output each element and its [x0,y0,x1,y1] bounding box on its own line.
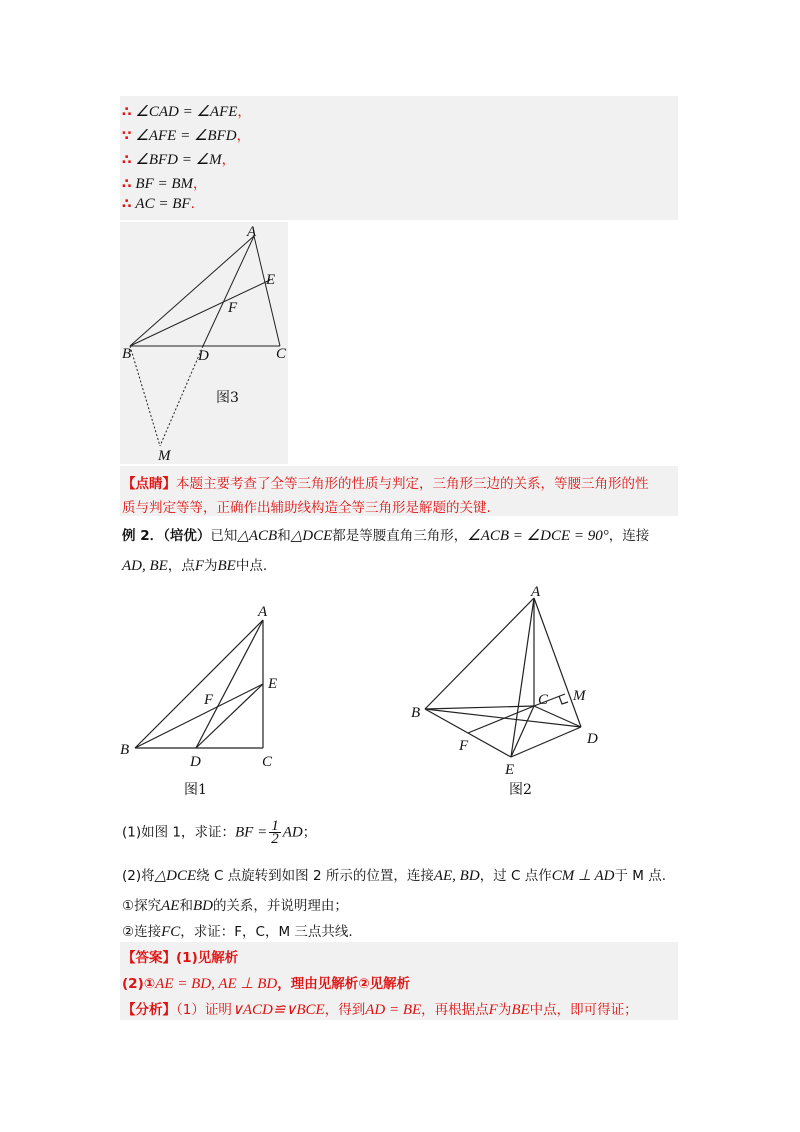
example-text-d: ，连接 [608,528,650,544]
q2-prefix: (2)将 [122,868,155,884]
q1-prefix: (1)如图 1，求证： [122,824,236,841]
fig2-label-d: D [587,731,598,747]
analysis-t3: ，再根据点 [421,1002,489,1018]
proof-symbol: ∵ [122,128,132,144]
analysis-t2: ，得到 [324,1002,366,1018]
analysis-tag: 【分析】 [122,1002,176,1018]
proof-punctuation: . [190,196,195,212]
fig2-label-c: C [538,692,549,708]
figure-2 [405,578,615,802]
fig3-label-e: E [266,272,276,288]
fig2-label-b: B [411,705,421,721]
example-tri1: △ACB [237,528,278,544]
q2-mid3: 于 M 点. [614,868,667,884]
fig3-label-c: C [276,346,287,362]
analysis-cong: ∨ACD≌∨BCE [231,1002,325,1018]
analysis-eq: AD = BE [365,1002,422,1018]
fig3-label-f: F [228,300,238,316]
comment-line-1 [122,472,649,492]
proof-expression: AC = BF [135,196,191,212]
q2-segs: AE, BD [433,868,480,884]
fig1-label-f: F [204,692,214,708]
fig3-label-d: D [198,348,209,364]
example-tri2: △DCE [290,528,333,544]
fig2-label-e: E [505,762,515,778]
answer-line-2 [122,972,410,993]
q1-frac-den: 2 [271,831,279,847]
example-seg-be: BE [217,558,236,574]
proof-line [122,172,207,193]
proof-symbol: ∴ [122,196,132,212]
fig1-label-b: B [120,742,130,758]
q21-bd: BD [192,898,213,914]
example-text-a: 已知 [210,528,238,544]
proof-line [122,148,235,169]
proof-symbol: ∴ [122,176,132,192]
q21-prefix: ①探究 [122,898,162,914]
q21-end: 的关系，并说明理由； [212,898,348,914]
comment-line-2 [122,496,491,516]
proof-punctuation: ， [236,128,251,144]
analysis-t4: 为 [497,1002,512,1018]
analysis-be: BE [511,1002,530,1018]
q1-frac-num: 1 [271,818,279,834]
proof-expression: BF = BM [135,176,194,192]
example-point-f: F [194,558,204,574]
q1-rhs: AD [282,824,303,841]
fig1-label-c: C [262,754,273,770]
example-label: 例 2．（培优） [122,528,211,544]
proof-expression: ∠BFD = ∠M [135,152,222,168]
answer-a2-expr: AE = BD, AE ⊥ BD [155,976,278,992]
example-text-c: 都是等腰直角三角形， [332,528,468,544]
proof-line [122,100,251,121]
example-segs: AD, BE [122,558,168,574]
question-2-1 [122,894,348,915]
fig2-label-a: A [531,584,541,600]
proof-punctuation: ， [193,176,207,192]
answer-a2-rest: ，理由见解析②见解析 [277,976,411,992]
example-angle-eq: ∠ACB = ∠DCE = 90° [467,528,609,544]
answer-a1: (1)见解析 [176,950,239,966]
example-line-1 [122,524,649,545]
fig3-label-b: B [122,346,132,362]
q1-fraction [269,820,281,845]
fig2-label-f: F [459,738,469,754]
comment-text-1: 本题主要考查了全等三角形的性质与判定，三角形三边的关系，等腰三角形的性 [176,476,649,492]
analysis-t1: （1）证明 [176,1002,232,1018]
q1-lhs: BF = [235,824,268,841]
fig2-label-m: M [573,688,586,704]
fig3-label-m: M [158,448,171,464]
analysis-t5: 中点，即可得证； [529,1002,638,1018]
q21-mid: 和 [179,898,193,914]
q22-text: ②连接 [122,924,162,940]
fig1-label-a: A [258,604,268,620]
analysis-line [122,998,638,1019]
q2-tri: △DCE [154,868,197,884]
proof-line [122,124,250,145]
example-text-e: ，点 [167,558,195,574]
proof-punctuation: ， [221,152,236,168]
q2-mid1: 绕 C 点旋转到如图 2 所示的位置，连接 [196,868,434,884]
example-text-f: 为 [204,558,218,574]
example-text-g: 中点. [235,558,268,574]
question-2-2 [122,920,353,941]
fig1-label-d: D [190,754,201,770]
proof-expression: ∠CAD = ∠AFE [135,104,238,120]
q21-ae: AE [161,898,180,914]
proof-line [122,196,195,213]
answer-line-1 [122,946,238,966]
q22-fc: FC [161,924,181,940]
fig2-caption: 图2 [509,782,532,798]
question-2 [122,864,666,885]
question-1 [122,820,316,845]
answer-a2-prefix: (2)① [122,976,156,992]
proof-symbol: ∴ [122,152,132,168]
fig1-label-e: E [268,676,278,692]
analysis-f: F [488,1002,498,1018]
example-line-2 [122,554,267,575]
comment-tag: 【点睛】 [122,476,176,492]
proof-symbol: ∴ [122,104,132,120]
example-text-b: 和 [277,528,291,544]
q22-rest: ，求证：F，C，M 三点共线. [180,924,353,940]
comment-text-2: 质与判定等等，正确作出辅助线构造全等三角形是解题的关键. [122,500,491,516]
q2-mid2: ，过 C 点作 [479,868,552,884]
answer-tag: 【答案】 [122,950,176,966]
proof-punctuation: ， [237,104,251,120]
q2-perp: CM ⊥ AD [551,868,615,884]
fig3-caption: 图3 [216,390,239,406]
q1-end: ； [302,824,317,841]
figure-3 [120,222,288,468]
fig3-label-a: A [247,224,257,240]
fig1-caption: 图1 [184,782,207,798]
figure-1 [110,598,310,802]
proof-expression: ∠AFE = ∠BFD [135,128,237,144]
